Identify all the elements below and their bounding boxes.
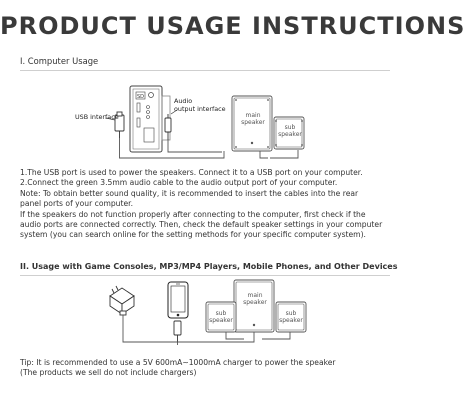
section-divider: [20, 275, 390, 276]
computer-tower-icon: [130, 86, 162, 152]
sub-speaker-left-label: sub speaker: [209, 310, 233, 324]
section-devices-heading: II. Usage with Game Consoles, MP3/MP4 Players, Mobile Phones, and Other Devices: [20, 262, 398, 271]
section-computer-usage-heading: I. Computer Usage: [20, 56, 99, 66]
sub-speaker-label: sub speaker: [278, 124, 302, 138]
page-title: PRODUCT USAGE INSTRUCTIONS: [0, 12, 465, 40]
usb-interface-label: USB interface: [75, 113, 119, 121]
main-speaker-label: main speaker: [243, 292, 267, 306]
charger-icon: [110, 286, 134, 315]
computer-usage-instructions: 1.The USB port is used to power the speakers. Connect it to a USB port on your computer. 2.Connect the green 3.5mm audio cable to the audio output port of your computer. Note: To obtain better sound quality, it is recommended to insert the cables into the rear panel ports of your computer. If the speakers do not function properly after connecting to the computer, first check if the audio ports are connected correctly. Then, check the default speaker settings in your computer system (you can search online for the setting methods for your specific computer system).: [20, 168, 383, 240]
audio-output-label: Audio output interface: [174, 97, 226, 113]
mobile-phone-icon: [168, 282, 188, 318]
charger-tip: Tip: It is recommended to use a 5V 600mA~1000mA charger to power the speaker (The products we sell do not include chargers): [20, 358, 336, 378]
audio-plug-icon: [174, 321, 181, 342]
main-speaker-label: main speaker: [241, 112, 265, 126]
svg-text:SD: SD: [137, 94, 145, 100]
sub-speaker-right-label: sub speaker: [279, 310, 303, 324]
main-speaker-icon: [234, 280, 274, 332]
